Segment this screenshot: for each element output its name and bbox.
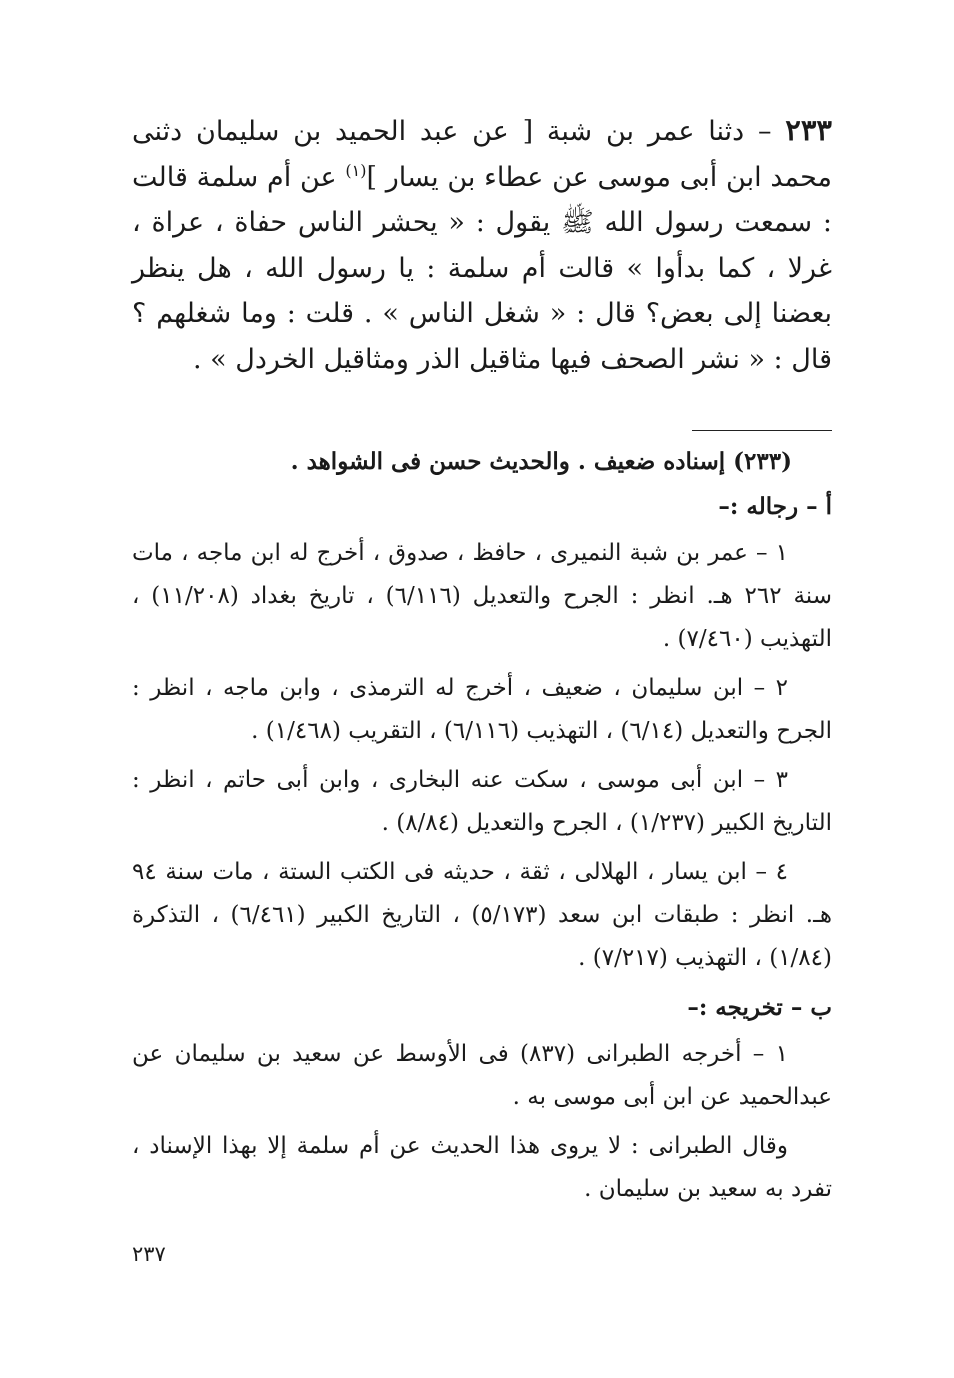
isnad-grade: (٢٣٣) إسناده ضعيف . والحديث حسن فى الشواهد . [290, 448, 792, 475]
footnote-divider [692, 430, 832, 431]
takhrij-note: وقال الطبرانى : لا يروى هذا الحديث عن أم سلمة إلا بهذا الإسناد ، تفرد به سعيد بن سليمان . [132, 1133, 832, 1202]
page-number: ٢٣٧ [132, 1242, 166, 1266]
hadith-number: ٢٣٣ [785, 113, 832, 147]
narrator-note: ١ – عمر بن شبة النميرى ، حافظ ، صدوق ، أخرج له ابن ماجه ، مات سنة ٢٦٢ هـ. انظر : الجرح والتعديل (٦/١١٦) ، تاريخ بغداد (١١/٢٠٨) ، التهذيب (٧/٤٦٠) . [132, 540, 832, 652]
footnotes [132, 440, 832, 1217]
hadith-text-part2: عن أم سلمة قالت : سمعت رسول الله ﷺ يقول : « يحشر الناس حفاة ، عراة ، غرلا ، كما بدأوا » قالت أم سلمة : يا رسول الله ، هل ينظر بعضنا إلى بعض؟ قال : « شغل الناس » . قلت : وما شغلهم ؟ قال : « نشر الصحف فيها مثاقيل الذر ومثاقيل الخردل » . [132, 161, 832, 375]
narrator-note: ٤ – ابن يسار ، الهلالى ، ثقة ، حديثه فى الكتب الستة ، مات سنة ٩٤ هـ. انظر : طبقات ابن سعد (٥/١٧٣) ، التاريخ الكبير (٦/٤٦١) ، التذكرة (١/٨٤) ، التهذيب (٧/٢١٧) . [132, 859, 832, 971]
narrator-note: ٣ – ابن أبى موسى ، سكت عنه البخارى ، وابن أبى حاتم ، انظر : التاريخ الكبير (١/٢٣٧) ، الجرح والتعديل (٨/٨٤) . [132, 767, 832, 836]
section-a-heading: أ – رجاله :– [718, 493, 832, 520]
takhrij-note: ١ – أخرجه الطبرانى (٨٣٧) فى الأوسط عن سعيد بن سليمان عن عبدالحميد عن ابن أبى موسى به . [132, 1041, 832, 1110]
section-b-heading: ب – تخريجه :– [687, 994, 832, 1021]
hadith-text [132, 108, 832, 382]
narrator-note: ٢ – ابن سليمان ، ضعيف ، أخرج له الترمذى ، وابن ماجه ، انظر : الجرح والتعديل (٦/١٤) ، التهذيب (٦/١١٦) ، التقريب (١/٤٦٨) . [132, 675, 832, 744]
hadith-text-part1: – دثنا عمر بن شبة [ عن عبد الحميد بن سليمان دثنى محمد ابن أبى موسى عن عطاء بن يسار ] [132, 116, 833, 193]
footnote-reference: (١) [345, 160, 367, 180]
